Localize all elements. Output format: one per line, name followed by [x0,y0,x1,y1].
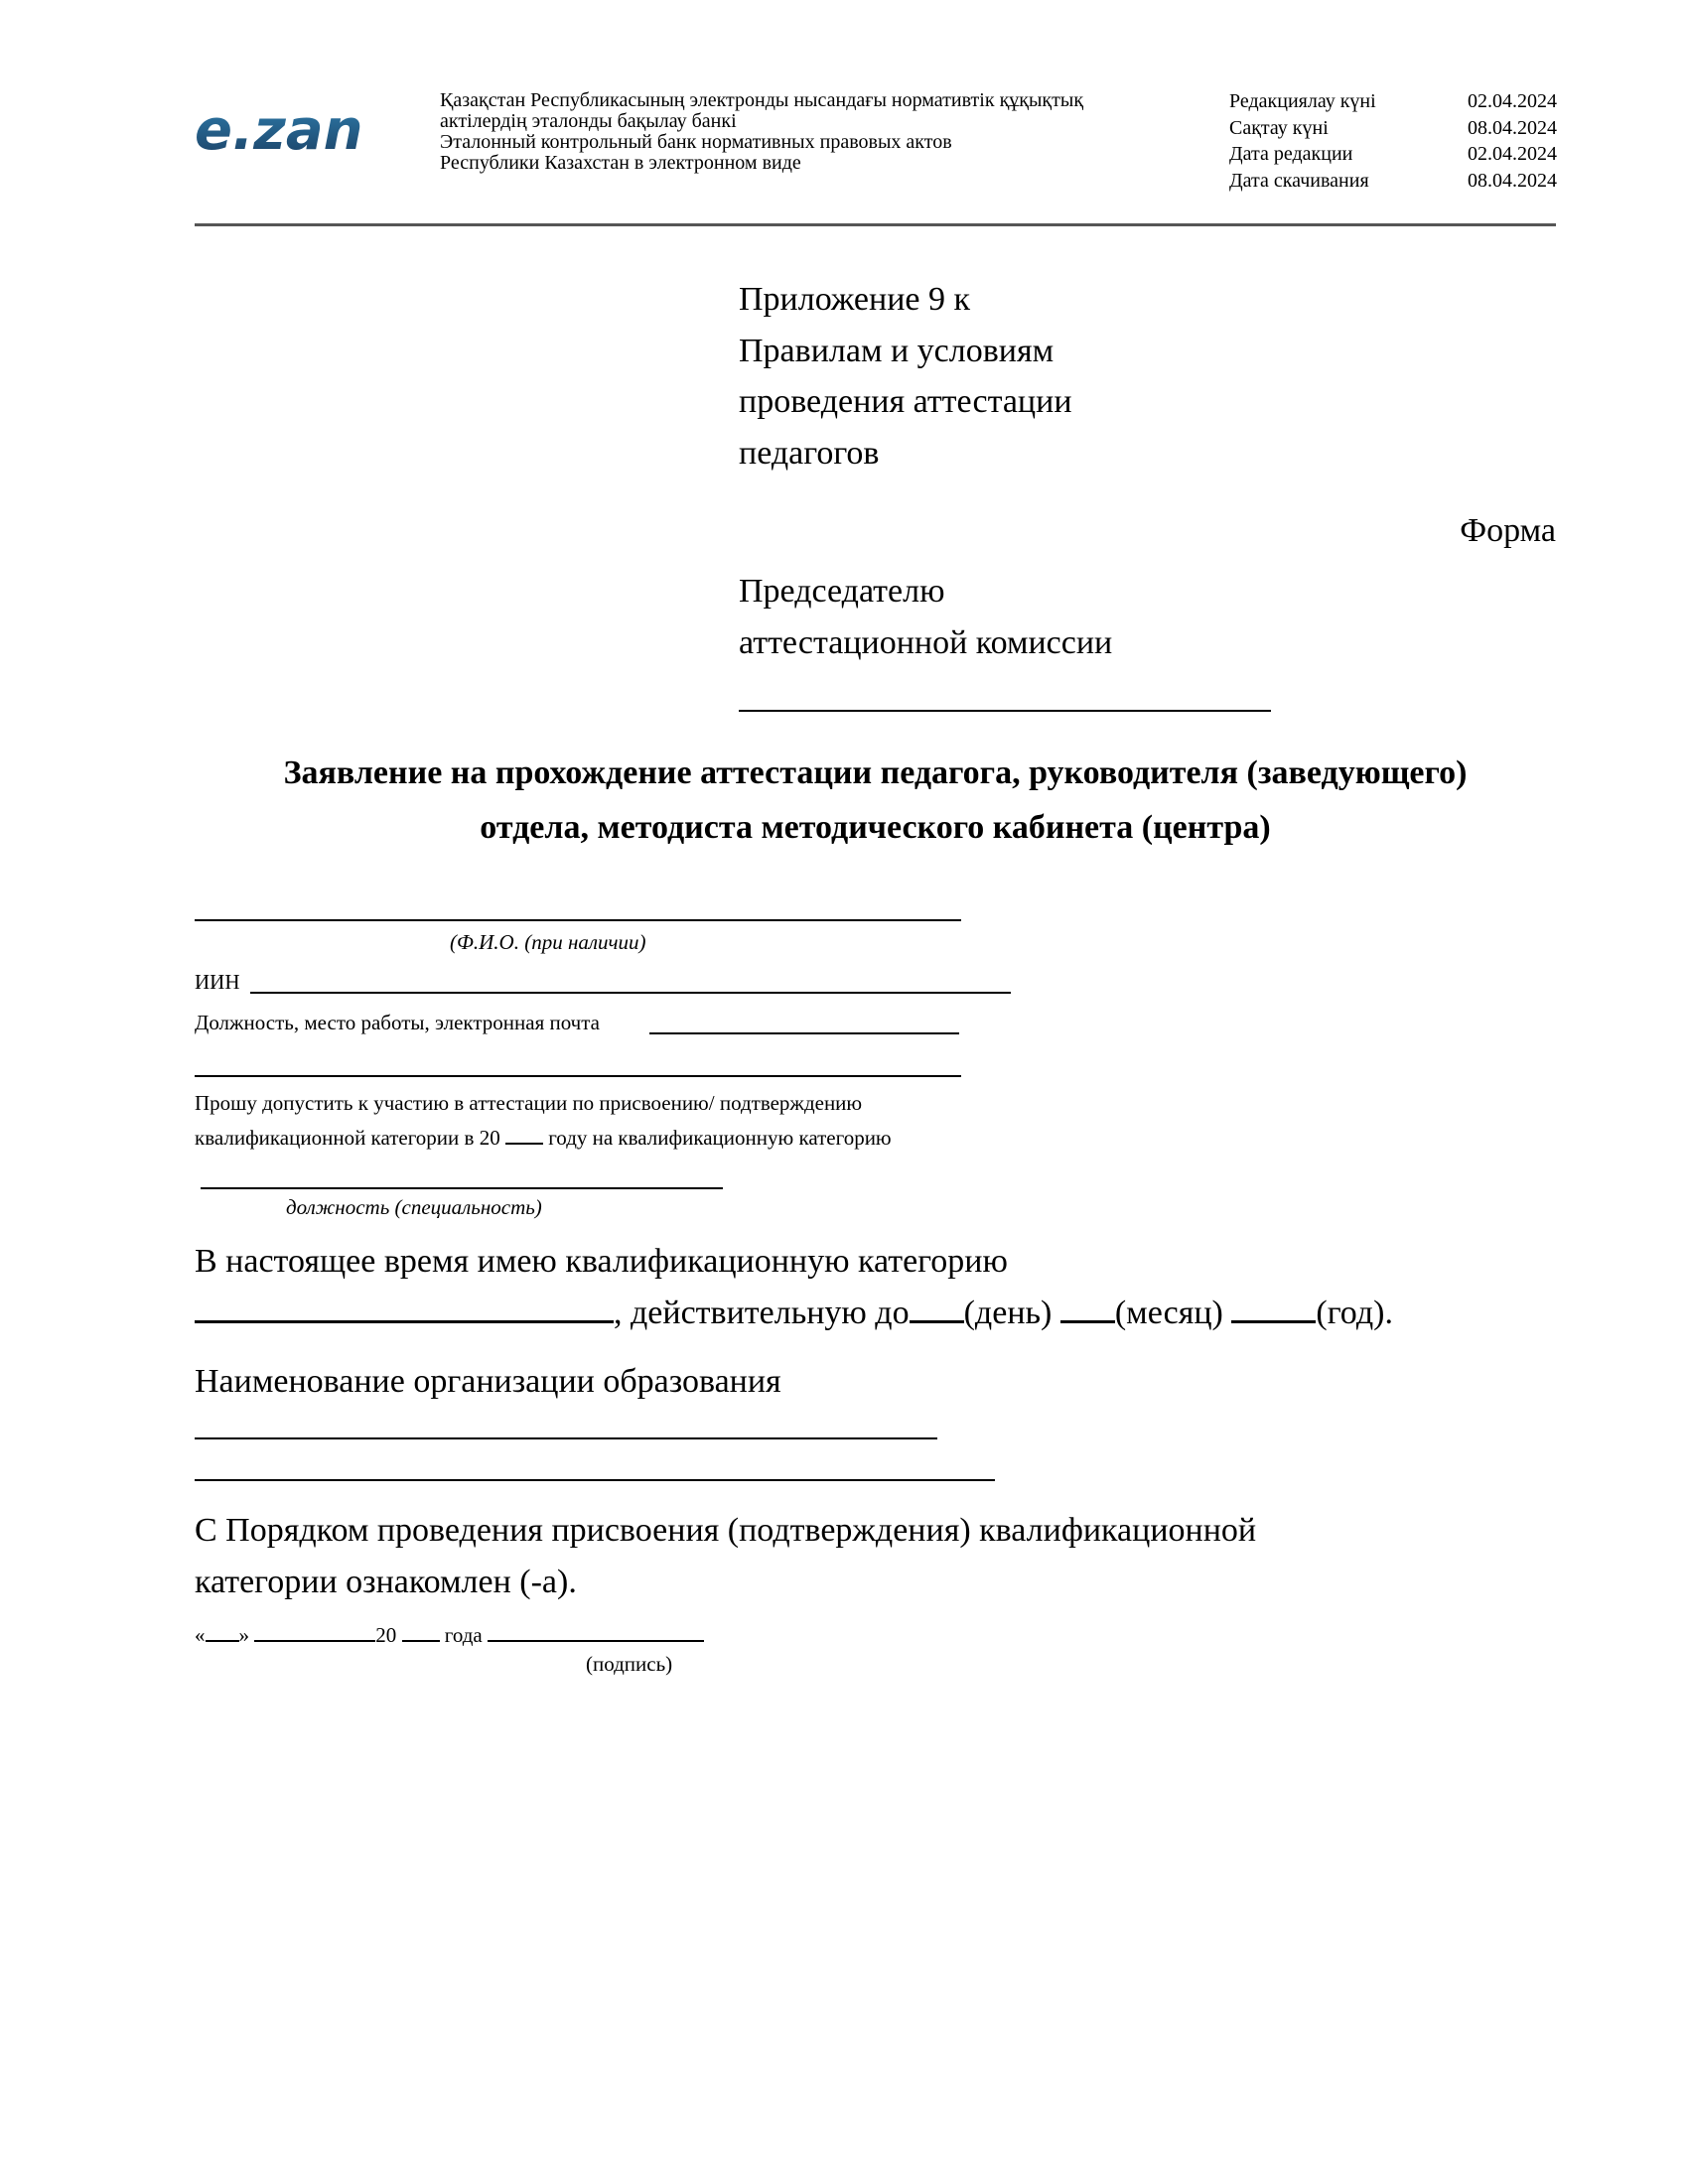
meta-label: Дата скачивания [1229,169,1369,192]
specialty-hint: должность (специальность) [286,1195,542,1219]
appendix-line: Приложение 9 к [739,281,971,318]
request-text-a: квалификационной категории в 20 [195,1126,500,1150]
acknowledge-line-1: С Порядком проведения присвоения (подтверждения) квалификационной [195,1512,1257,1549]
org-line: Республики Казахстан в электронном виде [440,152,801,174]
addressee [739,566,1112,668]
year-label: (год). [1316,1295,1393,1331]
meta-label: Сақтау күні [1229,116,1329,139]
appendix-line: Правилам и условиям [739,332,1055,369]
org-line: Қазақстан Республикасының электронды нысандағы нормативтік құқықтық [440,89,1084,111]
signature-line [195,1620,704,1647]
request-line-2 [195,1123,892,1150]
chairman-name-line[interactable] [739,710,1271,712]
title-line: Заявление на прохождение аттестации педагога, руководителя (заведующего) [283,754,1468,791]
sign-day-line[interactable] [206,1620,239,1642]
addressee-line: Председателю [739,573,945,610]
acknowledge-line-2: категории ознакомлен (-а). [195,1564,577,1600]
appendix-reference [739,274,1072,478]
meta-label: Редакциялау күні [1229,90,1376,112]
specialty-field-line[interactable] [201,1187,723,1189]
open-quote: « [195,1623,206,1647]
request-line-1: Прошу допустить к участию в аттестации по присвоению/ подтверждению [195,1091,863,1115]
org-name-field-line-1[interactable] [195,1437,937,1439]
close-quote: » [238,1623,249,1647]
meta-value: 08.04.2024 [1468,169,1557,192]
position-field-line-2[interactable] [195,1075,961,1077]
org-name-label: Наименование организации образования [195,1363,781,1400]
meta-row [1229,141,1557,168]
meta-label: Дата редакции [1229,143,1353,165]
document-title [195,746,1556,855]
current-category-line-1: В настоящее время имею квалификационную категорию [195,1243,1008,1280]
current-category-line-2 [195,1288,1393,1339]
form-label: Форма [1460,512,1556,549]
position-field-line[interactable] [649,1032,959,1034]
sign-month-line[interactable] [254,1620,375,1642]
iin-field-line[interactable] [250,992,1011,994]
meta-value: 02.04.2024 [1468,90,1557,112]
request-text-b: году на квалификационную категорию [548,1126,892,1150]
logo-text: e.zan [195,99,363,161]
request-year-line[interactable] [505,1123,543,1145]
sign-year-suffix: года [444,1623,483,1647]
header-divider [195,223,1556,226]
year-field-line[interactable] [1231,1291,1316,1323]
valid-until-text: , действительную до [614,1295,910,1331]
addressee-line: аттестационной комиссии [739,623,1113,661]
meta-value: 08.04.2024 [1468,116,1557,139]
month-label: (месяц) [1114,1295,1223,1331]
appendix-line: проведения аттестации [739,383,1072,420]
day-field-line[interactable] [910,1291,964,1323]
ezan-logo [195,99,383,161]
category-field-line[interactable] [195,1291,614,1323]
signature-field-line[interactable] [488,1620,704,1642]
meta-row [1229,168,1557,195]
title-line: отдела, методиста методического кабинета (центра) [480,809,1271,846]
header-dates [1229,88,1557,194]
month-field-line[interactable] [1060,1291,1115,1323]
sign-year-line[interactable] [402,1620,440,1642]
iin-label: ИИН [195,970,240,994]
org-line: актілердің эталонды бақылау банкі [440,110,737,132]
day-label: (день) [963,1295,1053,1331]
sign-year-prefix: 20 [375,1623,397,1647]
position-label: Должность, место работы, электронная почта [195,1011,601,1034]
meta-row [1229,115,1557,142]
meta-row [1229,88,1557,115]
meta-value: 02.04.2024 [1468,143,1557,165]
fio-hint: (Ф.И.О. (при наличии) [450,930,646,954]
org-name-field-line-2[interactable] [195,1479,995,1481]
org-line: Эталонный контрольный банк нормативных правовых актов [440,131,952,153]
fio-field-line[interactable] [195,919,961,921]
header-organization [440,90,1195,174]
appendix-line: педагогов [739,434,880,472]
signature-caption: (подпись) [586,1652,673,1676]
